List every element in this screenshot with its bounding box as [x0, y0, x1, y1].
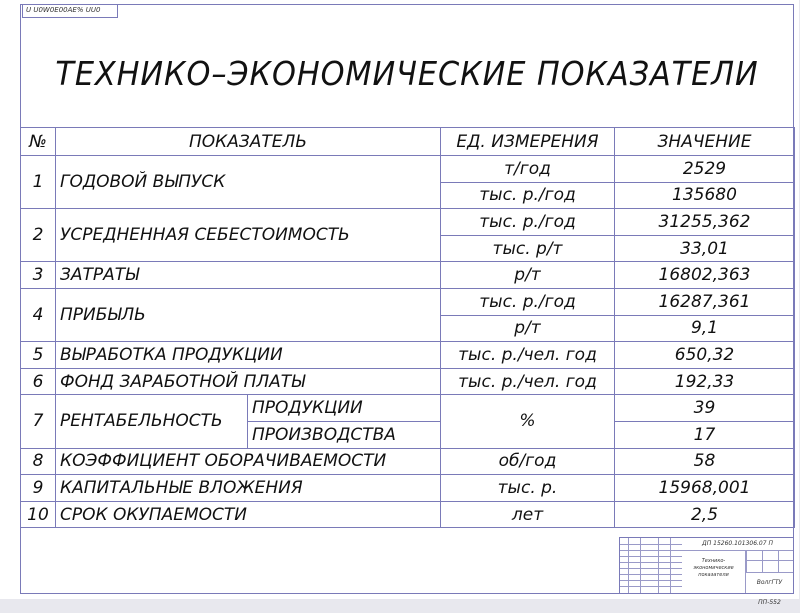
title-block: [619, 537, 794, 606]
title-block-signature-grid: [620, 538, 682, 593]
table-row: [21, 288, 795, 315]
table-row: [21, 448, 795, 475]
header-indicator: ПОКАЗАТЕЛЬ: [56, 128, 441, 156]
row-unit: тыс. р./год: [441, 182, 615, 209]
row-num: 4: [21, 288, 56, 341]
table-row: [21, 475, 795, 502]
row-value: 39: [615, 395, 795, 422]
row-value: 16802,363: [615, 262, 795, 289]
row-num: 5: [21, 342, 56, 369]
organization: ВолгГТУ ПП-552: [746, 572, 793, 594]
corner-stamp: U U0W0E00AE% UU0: [22, 4, 118, 18]
row-value: 33,01: [615, 235, 795, 262]
row-num: 8: [21, 448, 56, 475]
document-code: ДП 15260.101306.07 П: [682, 538, 793, 551]
row-value: 2529: [615, 156, 795, 183]
row-unit: %: [441, 395, 615, 448]
row-unit: тыс. р./год: [441, 209, 615, 236]
row-unit: об/год: [441, 448, 615, 475]
row-indicator: ГОДОВОЙ ВЫПУСК: [56, 156, 441, 209]
table-row: [21, 368, 795, 395]
row-value: 650,32: [615, 342, 795, 369]
row-num: 6: [21, 368, 56, 395]
row-num: 2: [21, 209, 56, 262]
row-value: 16287,361: [615, 288, 795, 315]
row-unit: лет: [441, 501, 615, 528]
row-value: 17: [615, 421, 795, 448]
table-header-row: [21, 128, 795, 156]
table-row: [21, 209, 795, 236]
row-unit: тыс. р./чел. год: [441, 368, 615, 395]
row-unit: т/год: [441, 156, 615, 183]
row-unit: тыс. р.: [441, 475, 615, 502]
row-indicator: ФОНД ЗАРАБОТНОЙ ПЛАТЫ: [56, 368, 441, 395]
row-value: 15968,001: [615, 475, 795, 502]
header-unit: ЕД. ИЗМЕРЕНИЯ: [441, 128, 615, 156]
row-sub-indicator: ПРОДУКЦИИ: [248, 395, 441, 422]
row-value: 192,33: [615, 368, 795, 395]
page-title: ТЕХНИКО–ЭКОНОМИЧЕСКИЕ ПОКАЗАТЕЛИ: [55, 54, 759, 93]
row-unit: тыс. р./год: [441, 288, 615, 315]
row-unit: р/т: [441, 262, 615, 289]
table-row: [21, 262, 795, 289]
row-indicator: ЗАТРАТЫ: [56, 262, 441, 289]
row-indicator: КОЭФФИЦИЕНТ ОБОРАЧИВАЕМОСТИ: [56, 448, 441, 475]
header-num: №: [21, 128, 56, 156]
row-value: 31255,362: [615, 209, 795, 236]
table-row: [21, 156, 795, 183]
row-indicator: КАПИТАЛЬНЫЕ ВЛОЖЕНИЯ: [56, 475, 441, 502]
row-indicator: УСРЕДНЕННАЯ СЕБЕСТОИМОСТЬ: [56, 209, 441, 262]
row-unit: тыс. р./чел. год: [441, 342, 615, 369]
header-value: ЗНАЧЕНИЕ: [615, 128, 795, 156]
row-indicator: ВЫРАБОТКА ПРОДУКЦИИ: [56, 342, 441, 369]
row-value: 135680: [615, 182, 795, 209]
row-value: 9,1: [615, 315, 795, 342]
document-name: Технико-экономические показатели: [682, 550, 746, 593]
row-num: 1: [21, 156, 56, 209]
row-value: 2,5: [615, 501, 795, 528]
row-num: 7: [21, 395, 56, 448]
row-value: 58: [615, 448, 795, 475]
row-indicator: ПРИБЫЛЬ: [56, 288, 441, 341]
row-unit: тыс. р/т: [441, 235, 615, 262]
table-row: [21, 501, 795, 528]
row-num: 3: [21, 262, 56, 289]
table-row: [21, 395, 795, 422]
row-indicator: СРОК ОКУПАЕМОСТИ: [56, 501, 441, 528]
indicators-table: [20, 127, 795, 528]
table-row: [21, 342, 795, 369]
row-sub-indicator: ПРОИЗВОДСТВА: [248, 421, 441, 448]
row-num: 10: [21, 501, 56, 528]
row-unit: р/т: [441, 315, 615, 342]
row-indicator: РЕНТАБЕЛЬНОСТЬ: [56, 395, 248, 448]
title-block-cells: [746, 550, 793, 572]
row-num: 9: [21, 475, 56, 502]
